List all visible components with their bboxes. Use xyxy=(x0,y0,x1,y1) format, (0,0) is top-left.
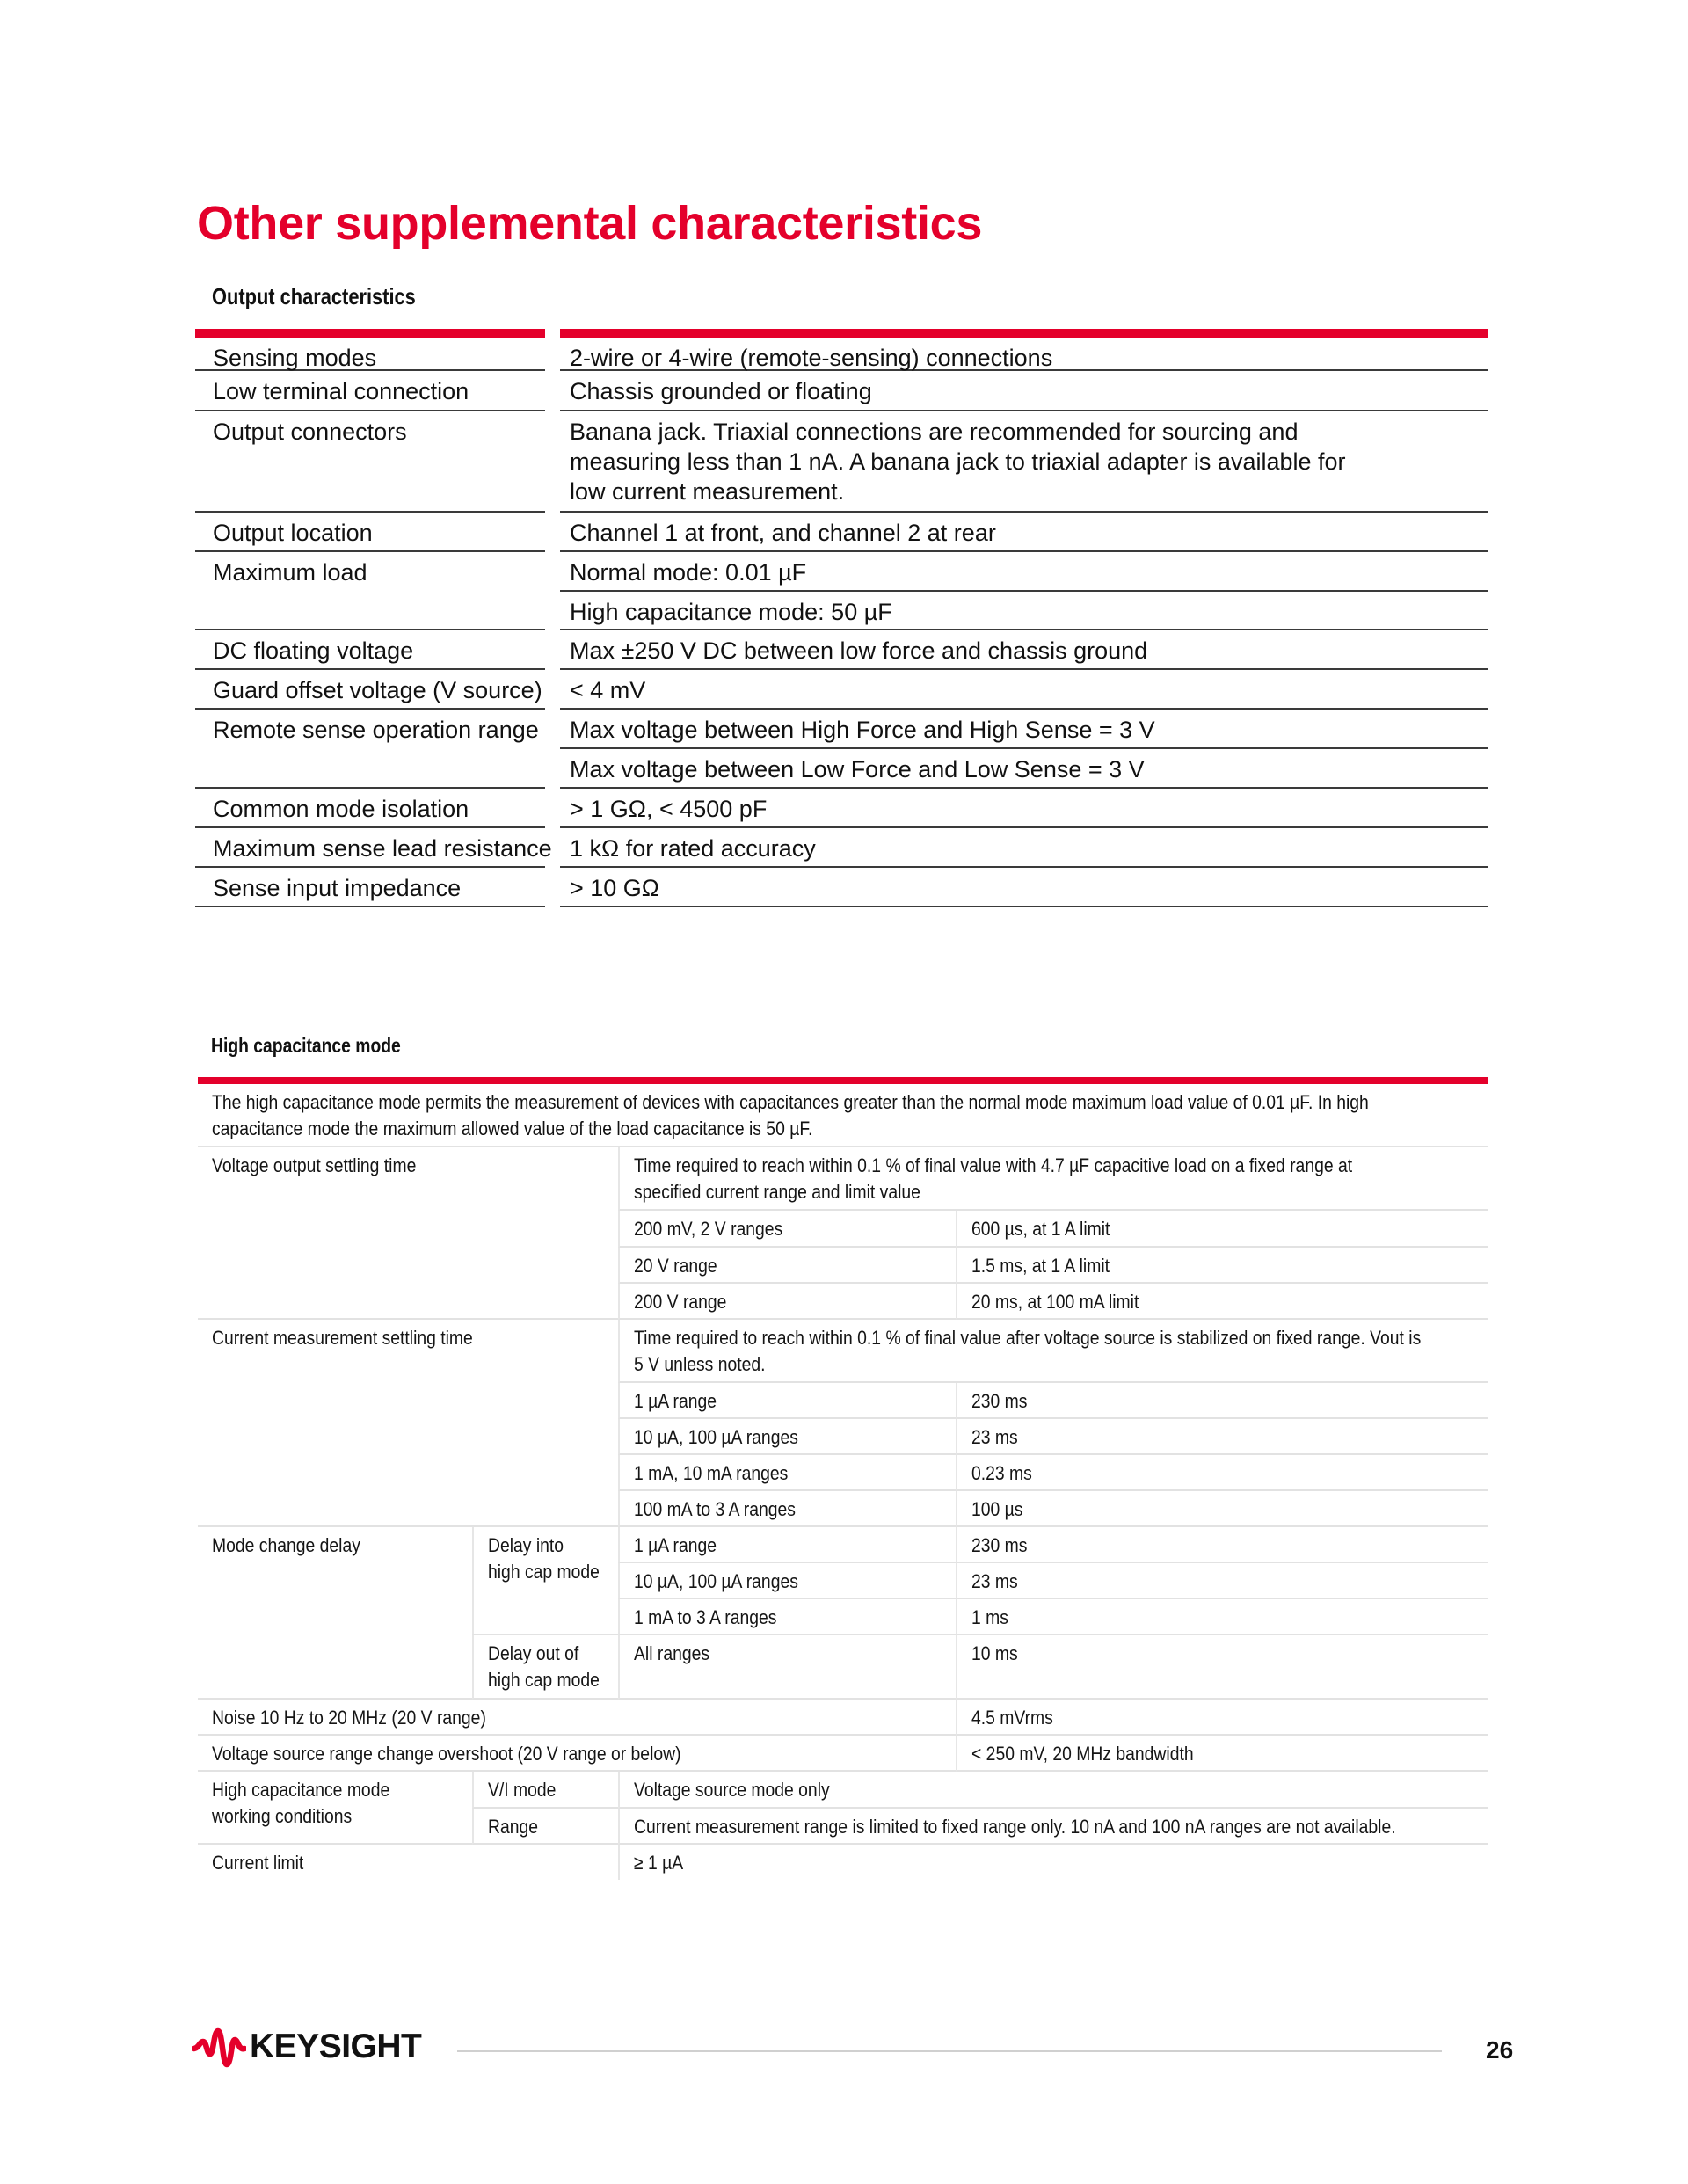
section-heading-high-capacitance-mode: High capacitance mode xyxy=(211,1034,401,1057)
value-cell: 230 ms xyxy=(956,1383,1488,1419)
value-cell: 10 ms xyxy=(956,1635,1488,1700)
range-cell: 200 V range xyxy=(618,1284,956,1320)
page-number: 26 xyxy=(1486,2036,1514,2064)
range-cell: 1 mA to 3 A ranges xyxy=(618,1599,956,1635)
row-label: Noise 10 Hz to 20 MHz (20 V range) xyxy=(198,1700,956,1736)
value-cell: ≥ 1 µA xyxy=(618,1845,1488,1880)
value-cell: 100 µs xyxy=(956,1491,1488,1527)
brand-logo-text: KEYSIGHT xyxy=(250,2027,422,2065)
table-header-bar-left xyxy=(195,329,545,338)
sub-label: Range xyxy=(472,1809,618,1845)
note-line: specified current range and limit value xyxy=(634,1181,920,1203)
value-line: Banana jack. Triaxial connections are recommended for sourcing and xyxy=(570,419,1299,445)
value-cell: 0.23 ms xyxy=(956,1455,1488,1491)
page-title: Other supplemental characteristics xyxy=(197,197,983,250)
sub-label: V/I mode xyxy=(472,1772,618,1809)
row-label: Guard offset voltage (V source) xyxy=(195,670,545,710)
range-cell: 100 mA to 3 A ranges xyxy=(618,1491,956,1527)
table-description xyxy=(198,1084,1488,1147)
range-cell: 200 mV, 2 V ranges xyxy=(618,1211,956,1248)
row-note xyxy=(618,1147,1488,1211)
range-cell: 1 mA, 10 mA ranges xyxy=(618,1455,956,1491)
note-line: Time required to reach within 0.1 % of final value with 4.7 µF capacitive load on a fixed range at xyxy=(634,1154,1353,1176)
value-cell: 230 ms xyxy=(956,1527,1488,1563)
row-label xyxy=(198,1527,472,1700)
description-line: capacitance mode the maximum allowed value of the load capacitance is 50 µF. xyxy=(212,1117,813,1139)
section-heading-output-characteristics: Output characteristics xyxy=(212,283,416,309)
label-text: Current measurement settling time xyxy=(212,1327,473,1349)
note-line: Time required to reach within 0.1 % of final value after voltage source is stabilized on fixed range. Vout is xyxy=(634,1327,1422,1349)
row-label: Current limit xyxy=(212,1852,304,1874)
value-cell: 600 µs, at 1 A limit xyxy=(956,1211,1488,1248)
row-value: Chassis grounded or floating xyxy=(560,371,1488,411)
row-label: Voltage source range change overshoot (20 V range or below) xyxy=(198,1736,956,1772)
range-cell: All ranges xyxy=(618,1635,956,1700)
sub-label: Delay into high cap mode xyxy=(472,1527,618,1635)
row-value: Max ±250 V DC between low force and chassis ground xyxy=(560,630,1488,670)
row-label: Sensing modes xyxy=(195,338,545,371)
value-cell: 20 ms, at 100 mA limit xyxy=(956,1284,1488,1320)
row-note xyxy=(618,1320,1488,1383)
row-value: > 10 GΩ xyxy=(560,868,1488,907)
range-cell: 1 µA range xyxy=(618,1383,956,1419)
row-value: Max voltage between Low Force and Low Sense = 3 V xyxy=(560,749,1488,789)
keysight-wave-logo-icon xyxy=(192,2026,246,2068)
range-cell: 10 µA, 100 µA ranges xyxy=(618,1563,956,1599)
value-cell: 1.5 ms, at 1 A limit xyxy=(956,1248,1488,1284)
row-value: > 1 GΩ, < 4500 pF xyxy=(560,789,1488,828)
row-label: DC floating voltage xyxy=(195,630,545,670)
row-value: 2-wire or 4-wire (remote-sensing) connections xyxy=(560,338,1488,371)
row-label: Remote sense operation range xyxy=(195,710,545,789)
value-line: low current measurement. xyxy=(570,478,845,505)
row-label: Maximum sense lead resistance xyxy=(195,828,545,868)
row-value: 1 kΩ for rated accuracy xyxy=(560,828,1488,868)
value-cell: < 250 mV, 20 MHz bandwidth xyxy=(956,1736,1488,1772)
row-value xyxy=(560,411,1488,513)
value-line: measuring less than 1 nA. A banana jack to triaxial adapter is available for xyxy=(570,448,1346,475)
table-header-bar xyxy=(198,1077,1488,1084)
table-header-bar-right xyxy=(560,329,1488,338)
row-label xyxy=(198,1147,618,1320)
row-label: Sense input impedance xyxy=(195,868,545,907)
value-cell: 23 ms xyxy=(956,1419,1488,1455)
row-value: Channel 1 at front, and channel 2 at rear xyxy=(560,513,1488,552)
sub-label: Delay out of high cap mode xyxy=(472,1635,618,1700)
value-cell: Voltage source mode only xyxy=(618,1772,1488,1809)
row-value: High capacitance mode: 50 µF xyxy=(560,592,1488,630)
row-label: Output location xyxy=(195,513,545,552)
row-label: Maximum load xyxy=(195,552,545,630)
row-label: High capacitance mode working conditions xyxy=(198,1772,472,1845)
row-label: Low terminal connection xyxy=(195,371,545,411)
row-label: Output connectors xyxy=(195,411,545,513)
label-text: Voltage output settling time xyxy=(212,1154,417,1176)
row-label: Common mode isolation xyxy=(195,789,545,828)
range-cell: 1 µA range xyxy=(618,1527,956,1563)
label-text: Mode change delay xyxy=(212,1534,360,1556)
value-cell: Current measurement range is limited to fixed range only. 10 nA and 100 nA ranges are not available. xyxy=(618,1809,1488,1845)
description-line: The high capacitance mode permits the measurement of devices with capacitances greater than the normal mode maximum load value of 0.01 µF. In high xyxy=(212,1091,1369,1113)
range-cell: 10 µA, 100 µA ranges xyxy=(618,1419,956,1455)
row-value: < 4 mV xyxy=(560,670,1488,710)
value-cell: 1 ms xyxy=(956,1599,1488,1635)
row-label xyxy=(198,1320,618,1527)
row-value: Max voltage between High Force and High Sense = 3 V xyxy=(560,710,1488,749)
value-cell: 4.5 mVrms xyxy=(956,1700,1488,1736)
note-line: 5 V unless noted. xyxy=(634,1353,766,1375)
value-cell: 23 ms xyxy=(956,1563,1488,1599)
footer-divider xyxy=(457,2050,1442,2052)
range-cell: 20 V range xyxy=(618,1248,956,1284)
row-value: Normal mode: 0.01 µF xyxy=(560,552,1488,592)
